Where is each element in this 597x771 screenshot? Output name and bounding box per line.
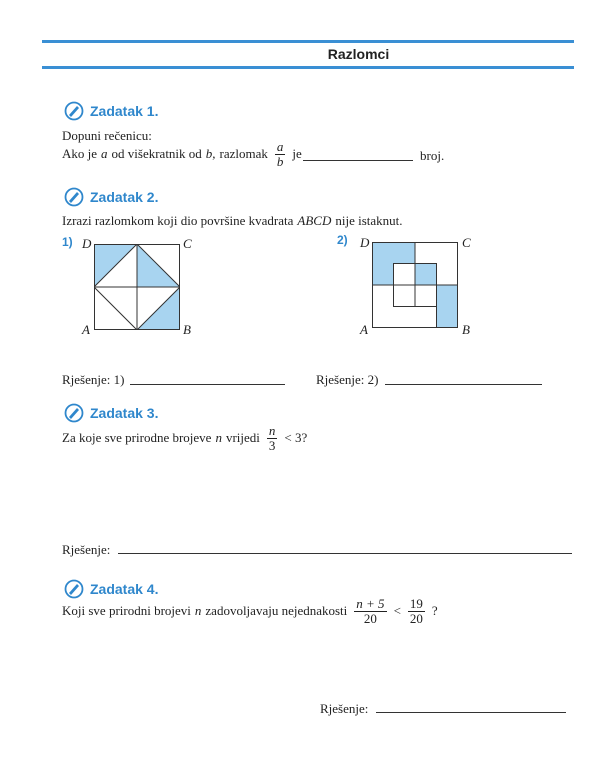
figure-2-label-b: B xyxy=(462,322,470,337)
task-4-text: Koji sve prirodni brojevi n zadovoljavaju nejednakosti $\frac{n + 5}{20}$ < $\frac{19}{20}$ ? xyxy=(62,596,438,626)
top-rule-2 xyxy=(42,66,574,69)
pencil-circle-icon xyxy=(64,403,84,423)
figure-2-label-d: D xyxy=(360,235,370,250)
fraction-19-over-20: $\frac{19}{20}$ xyxy=(409,596,423,626)
figure-2-inner-blank xyxy=(394,264,416,286)
top-rule-1 xyxy=(42,40,574,43)
task-4-title: Zadatak 4. xyxy=(90,581,159,597)
figure-1-number: 1) xyxy=(62,235,73,249)
task-3-answer-label: Rješenje: xyxy=(62,542,111,557)
figure-1-square xyxy=(94,244,180,330)
task-4-answer-blank[interactable] xyxy=(376,712,566,713)
figure-2-label-c: C xyxy=(462,235,471,250)
task-2-answer-2-label: Rješenje: 2) xyxy=(316,372,379,387)
pencil-circle-icon xyxy=(64,187,84,207)
task-3-heading xyxy=(64,403,158,423)
task-4-heading xyxy=(64,579,158,599)
page-title: Razlomci xyxy=(327,46,390,62)
fraction-a-over-b: $\frac{a}{b}$ xyxy=(276,139,284,169)
task-2-answer-1-label: Rješenje: 1) xyxy=(62,372,125,387)
fraction-n-plus-5-over-20: $\frac{n + 5}{20}$ xyxy=(356,596,385,626)
figure-2-shaded-inner xyxy=(415,264,437,286)
task-2-title: Zadatak 2. xyxy=(90,189,159,205)
task-3-title: Zadatak 3. xyxy=(90,405,159,421)
figure-2-number: 2) xyxy=(337,233,348,247)
figure-1-label-d: D xyxy=(82,236,92,251)
task-2-answer-1-blank[interactable] xyxy=(130,384,285,385)
task-2-answer-2-blank[interactable] xyxy=(385,384,542,385)
task-1-line2: Ako je a od višekratnik od b, razlomak $\frac{a}{b}$ je xyxy=(62,139,302,169)
task-1-title: Zadatak 1. xyxy=(90,103,159,119)
task-2-heading xyxy=(64,187,158,207)
task-1-answer-blank[interactable] xyxy=(303,160,413,161)
figure-1-label-a: A xyxy=(82,322,90,337)
figure-2-shaded-outer-right xyxy=(437,285,459,328)
task-1-tail: broj. xyxy=(420,148,445,163)
pencil-circle-icon xyxy=(64,579,84,599)
fraction-n-over-3: $\frac{n}{3}$ xyxy=(268,423,276,453)
task-3-answer-blank[interactable] xyxy=(118,553,572,554)
task-1-line1: Dopuni rečenicu: xyxy=(62,128,152,143)
figure-1-label-c: C xyxy=(183,236,192,251)
pencil-circle-icon xyxy=(64,101,84,121)
figure-2-square xyxy=(372,242,458,328)
figure-2-label-a: A xyxy=(360,322,368,337)
figure-1-label-b: B xyxy=(183,322,191,337)
task-4-answer-label: Rješenje: xyxy=(320,701,369,716)
task-3-text: Za koje sve prirodne brojeve n vrijedi $\frac{n}{3}$ < 3? xyxy=(62,423,308,453)
task-1-heading xyxy=(64,101,158,121)
task-2-text: Izrazi razlomkom koji dio površine kvadrata ABCD nije istaknut. xyxy=(62,213,403,228)
